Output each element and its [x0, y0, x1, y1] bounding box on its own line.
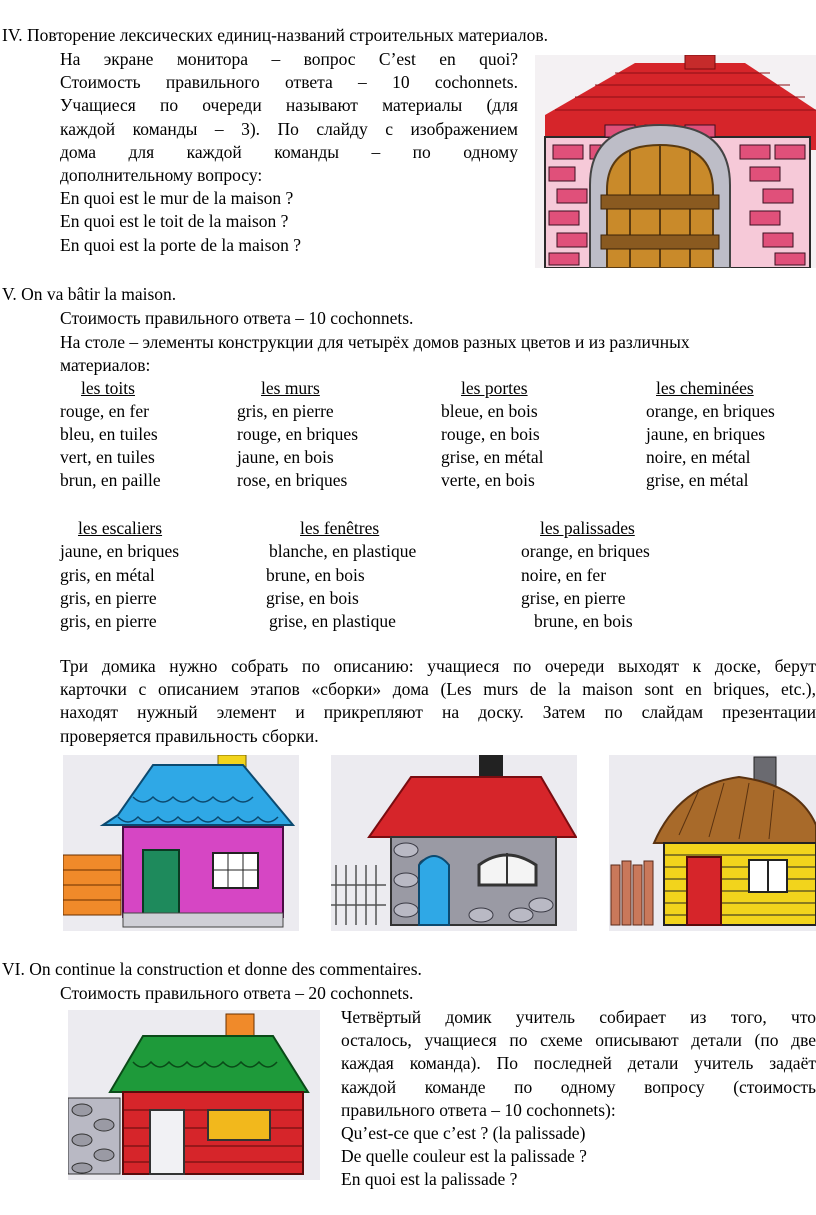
table-cell: bleu, en tuiles: [60, 424, 158, 444]
table-cell: vert, en tuiles: [60, 447, 155, 467]
section-iv-body: [60, 48, 518, 257]
table-cell: gris, en pierre: [60, 611, 157, 631]
section-iv-heading: IV. Повторение лексических единиц-названий строительных материалов.: [2, 25, 548, 45]
table-cell: jaune, en bois: [237, 447, 334, 467]
column-header: les palissades: [540, 518, 635, 538]
column-header: les escaliers: [78, 518, 163, 538]
question-wall: En quoi est le mur de la maison ?: [60, 188, 294, 209]
question-color: De quelle couleur est la palissade ?: [341, 1146, 587, 1167]
section-vi-line: осталось, учащиеся по схеме описывают детали (по две: [341, 1030, 816, 1051]
question-what: Qu’est-ce que c’est ? (la palissade): [341, 1123, 586, 1144]
red-house-photo: [68, 1010, 320, 1180]
section-vi-heading: VI. On continue la construction et donne des commentaires.: [2, 959, 422, 979]
table-cell: rouge, en briques: [237, 424, 359, 444]
paragraph-line: карточки с описанием этапов «сборки» дома (Les murs de la maison sont en briques, etc.),: [60, 679, 816, 700]
table-cell: orange, en briques: [521, 541, 650, 561]
section-v-heading: V. On va bâtir la maison.: [2, 284, 177, 304]
table-cell: gris, en pierre: [237, 401, 334, 421]
section-vi-line: Четвёртый домик учитель собирает из того, что: [341, 1007, 816, 1027]
column-header: les fenêtres: [300, 518, 380, 538]
section-iv-line: дополнительному вопросу:: [60, 165, 263, 186]
section-vi-line: правильного ответа – 10 cochonnets):: [341, 1099, 616, 1120]
pink-house-photo: [63, 755, 299, 931]
section-v-cost: Стоимость правильного ответа – 10 cochonnets.: [60, 308, 414, 328]
table-cell: jaune, en briques: [60, 541, 180, 561]
question-door: En quoi est la porte de la maison ?: [60, 234, 302, 255]
section-vi-body: [341, 1006, 816, 1192]
section-v-intro: материалов:: [60, 355, 151, 375]
column-header: les cheminées: [656, 378, 754, 398]
section-vi-line: каждая команда). По последней детали учитель задаёт: [341, 1053, 816, 1074]
section-iv-line: Учащиеся по очереди называют материалы (для: [60, 95, 518, 116]
section-iv-line: каждой команды – 3). По слайду с изображением: [60, 118, 518, 139]
section-iv-line: дома для каждой команды – по одному: [60, 141, 518, 162]
table-cell: grise, en pierre: [521, 588, 626, 608]
section-v-intro: На столе – элементы конструкции для четырёх домов разных цветов и из различных: [60, 332, 690, 352]
section-iv-line: На экране монитора – вопрос C’est en quoi?: [60, 49, 518, 69]
table-cell: rouge, en fer: [60, 401, 149, 421]
yellow-house-photo: [609, 755, 816, 931]
table-cell: rouge, en bois: [441, 424, 540, 444]
table-cell: grise, en bois: [266, 588, 359, 608]
section-v-paragraph: [60, 655, 816, 748]
question-roof: En quoi est le toit de la maison ?: [60, 211, 289, 232]
table-cell: rose, en briques: [237, 470, 348, 490]
table-cell: brun, en paille: [60, 470, 161, 490]
table-cell: grise, en plastique: [269, 611, 396, 631]
table-cell: bleue, en bois: [441, 401, 538, 421]
paragraph-line: проверяется правильность сборки.: [60, 725, 319, 746]
table-cell: jaune, en briques: [646, 424, 766, 444]
table-cell: brune, en bois: [534, 611, 633, 631]
table-cell: orange, en briques: [646, 401, 775, 421]
table-cell: verte, en bois: [441, 470, 535, 490]
table-cell: brune, en bois: [266, 565, 365, 585]
column-header: les murs: [261, 378, 320, 398]
table-cell: gris, en métal: [60, 565, 155, 585]
table-cell: noire, en métal: [646, 447, 751, 467]
section-vi-cost: Стоимость правильного ответа – 20 cochonnets.: [60, 983, 414, 1003]
table-cell: noire, en fer: [521, 565, 607, 585]
section-vi-line: каждой команде по одному вопросу (стоимость: [341, 1076, 816, 1097]
column-header: les portes: [461, 378, 528, 398]
column-header: les toits: [81, 378, 135, 398]
question-material: En quoi est la palissade ?: [341, 1169, 518, 1190]
table-cell: blanche, en plastique: [269, 541, 417, 561]
paragraph-line: Три домика нужно собрать по описанию: учащиеся по очереди выходят к доске, берут: [60, 656, 816, 676]
table-cell: gris, en pierre: [60, 588, 157, 608]
table-cell: grise, en métal: [646, 470, 749, 490]
brick-house-photo: [535, 55, 816, 268]
stone-house-photo: [331, 755, 577, 931]
paragraph-line: находят нужный элемент и прикрепляют на доску. Затем по слайдам презентации: [60, 702, 816, 723]
section-iv-line: Стоимость правильного ответа – 10 cochonnets.: [60, 72, 518, 93]
table-cell: grise, en métal: [441, 447, 544, 467]
